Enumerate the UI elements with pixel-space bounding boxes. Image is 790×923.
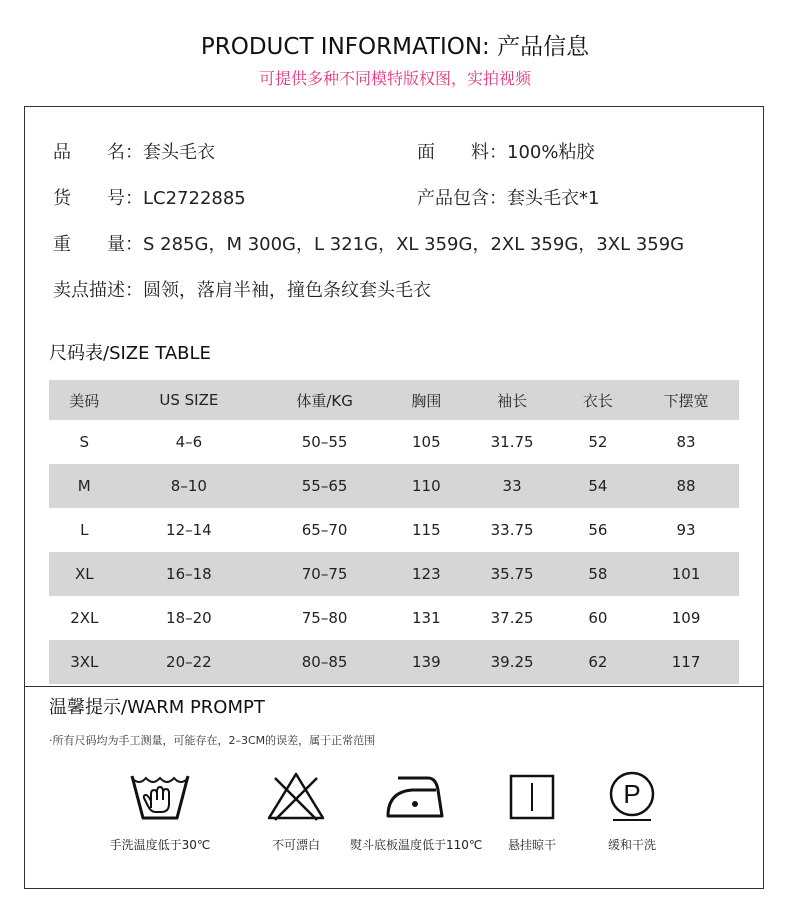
no-bleach-icon: [265, 770, 327, 822]
info-row-name: [53, 138, 215, 164]
measurement-note: ·所有尺码均为手工测量，可能存在，2–3CM的误差，属于正常范围: [49, 734, 376, 747]
header-cell: 衣长: [582, 391, 613, 410]
info-row-material: [417, 138, 594, 164]
header-cell: 袖长: [497, 391, 528, 410]
table-cell: 56: [588, 521, 608, 539]
care-item-iron: [350, 770, 483, 853]
care-item-hand-wash: [95, 770, 225, 853]
table-row: [49, 420, 739, 464]
table-cell: 18–20: [166, 609, 212, 627]
care-label: 悬挂晾干: [507, 838, 556, 852]
table-row: [49, 640, 739, 684]
hand-wash-icon: [129, 770, 191, 822]
table-cell: 54: [588, 477, 608, 495]
info-row-item: [53, 184, 246, 210]
svg-text:P: P: [623, 779, 641, 809]
care-label: 熨斗底板温度低于110℃: [350, 838, 483, 852]
table-cell: 20–22: [166, 653, 212, 671]
info-row-weight: [53, 230, 684, 256]
hang-dry-icon: [501, 770, 563, 822]
care-label: 手洗温度低于30℃: [109, 838, 211, 852]
table-cell: 37.25: [490, 609, 534, 627]
package-label: 产品包含：: [417, 188, 507, 209]
info-row-selling: [53, 276, 431, 302]
table-cell: 60: [588, 609, 608, 627]
selling-value: 圆领，落肩半袖，撞色条纹套头毛衣: [143, 280, 431, 301]
header-cell: 体重/KG: [296, 391, 353, 410]
table-cell: 31.75: [490, 433, 534, 451]
table-cell: 2XL: [70, 609, 99, 627]
size-table: [49, 380, 739, 684]
table-cell: 50–55: [301, 433, 348, 451]
table-cell: 65–70: [301, 521, 348, 539]
table-cell: 58: [588, 565, 608, 583]
table-cell: 75–80: [301, 609, 348, 627]
header-cell: US SIZE: [159, 391, 219, 409]
header-cell: 下摆宽: [663, 391, 709, 410]
material-value: 100%粘胶: [507, 142, 595, 163]
header-cell: 美码: [69, 391, 100, 410]
package-value: 套头毛衣*1: [507, 188, 600, 209]
table-cell: 3XL: [70, 653, 99, 671]
table-cell: 117: [671, 653, 701, 671]
table-cell: 33: [502, 477, 522, 495]
table-row: [49, 508, 739, 552]
warm-prompt-title: 温馨提示/WARM PROMPT: [49, 697, 265, 718]
table-cell: 80–85: [301, 653, 348, 671]
table-row: [49, 596, 739, 640]
table-row: [49, 552, 739, 596]
iron-icon: [384, 770, 446, 822]
table-cell: 109: [671, 609, 701, 627]
table-cell: 8–10: [170, 477, 207, 495]
table-cell: 131: [412, 609, 441, 627]
item-label: 货 号：: [53, 188, 143, 209]
table-cell: 115: [412, 521, 441, 539]
care-item-gentle-dry-clean: [567, 770, 697, 853]
name-value: 套头毛衣: [143, 142, 215, 163]
care-item-no-bleach: [231, 770, 361, 853]
table-cell: 123: [412, 565, 441, 583]
table-cell: 105: [412, 433, 441, 451]
table-cell: 35.75: [490, 565, 534, 583]
table-cell: 4–6: [175, 433, 203, 451]
table-cell: S: [79, 433, 90, 451]
table-cell: XL: [74, 565, 94, 583]
name-label: 品 名：: [53, 142, 143, 163]
table-cell: L: [80, 521, 89, 539]
section-divider: [24, 686, 764, 687]
table-cell: 101: [671, 565, 701, 583]
info-row-package: [417, 184, 599, 210]
table-cell: 70–75: [301, 565, 348, 583]
header-cell: 胸围: [411, 391, 442, 410]
table-row: [49, 464, 739, 508]
selling-label: 卖点描述：: [53, 280, 143, 301]
table-cell: M: [77, 477, 91, 495]
size-table-title: 尺码表/SIZE TABLE: [49, 343, 211, 364]
care-label: 不可漂白: [271, 838, 320, 852]
table-cell: 52: [588, 433, 608, 451]
table-cell: 16–18: [166, 565, 212, 583]
page-subtitle: 可提供多种不同模特版权图，实拍视频: [258, 69, 531, 88]
table-cell: 33.75: [490, 521, 534, 539]
weight-label: 重 量：: [53, 234, 143, 255]
table-cell: 39.25: [490, 653, 534, 671]
table-cell: 62: [588, 653, 608, 671]
material-label: 面 料：: [417, 142, 507, 163]
table-cell: 55–65: [301, 477, 348, 495]
size-table-header-row: [49, 380, 739, 420]
table-cell: 88: [676, 477, 696, 495]
care-label: 缓和干洗: [607, 838, 656, 852]
item-value: LC2722885: [143, 188, 246, 209]
table-cell: 93: [676, 521, 696, 539]
table-cell: 139: [412, 653, 441, 671]
weight-value: S 285G，M 300G，L 321G，XL 359G，2XL 359G，3XL 359G: [143, 234, 685, 255]
page-title: PRODUCT INFORMATION: 产品信息: [200, 34, 590, 60]
table-cell: 83: [676, 433, 696, 451]
gentle-dry-clean-icon: [601, 770, 663, 822]
table-cell: 110: [412, 477, 441, 495]
table-cell: 12–14: [166, 521, 212, 539]
